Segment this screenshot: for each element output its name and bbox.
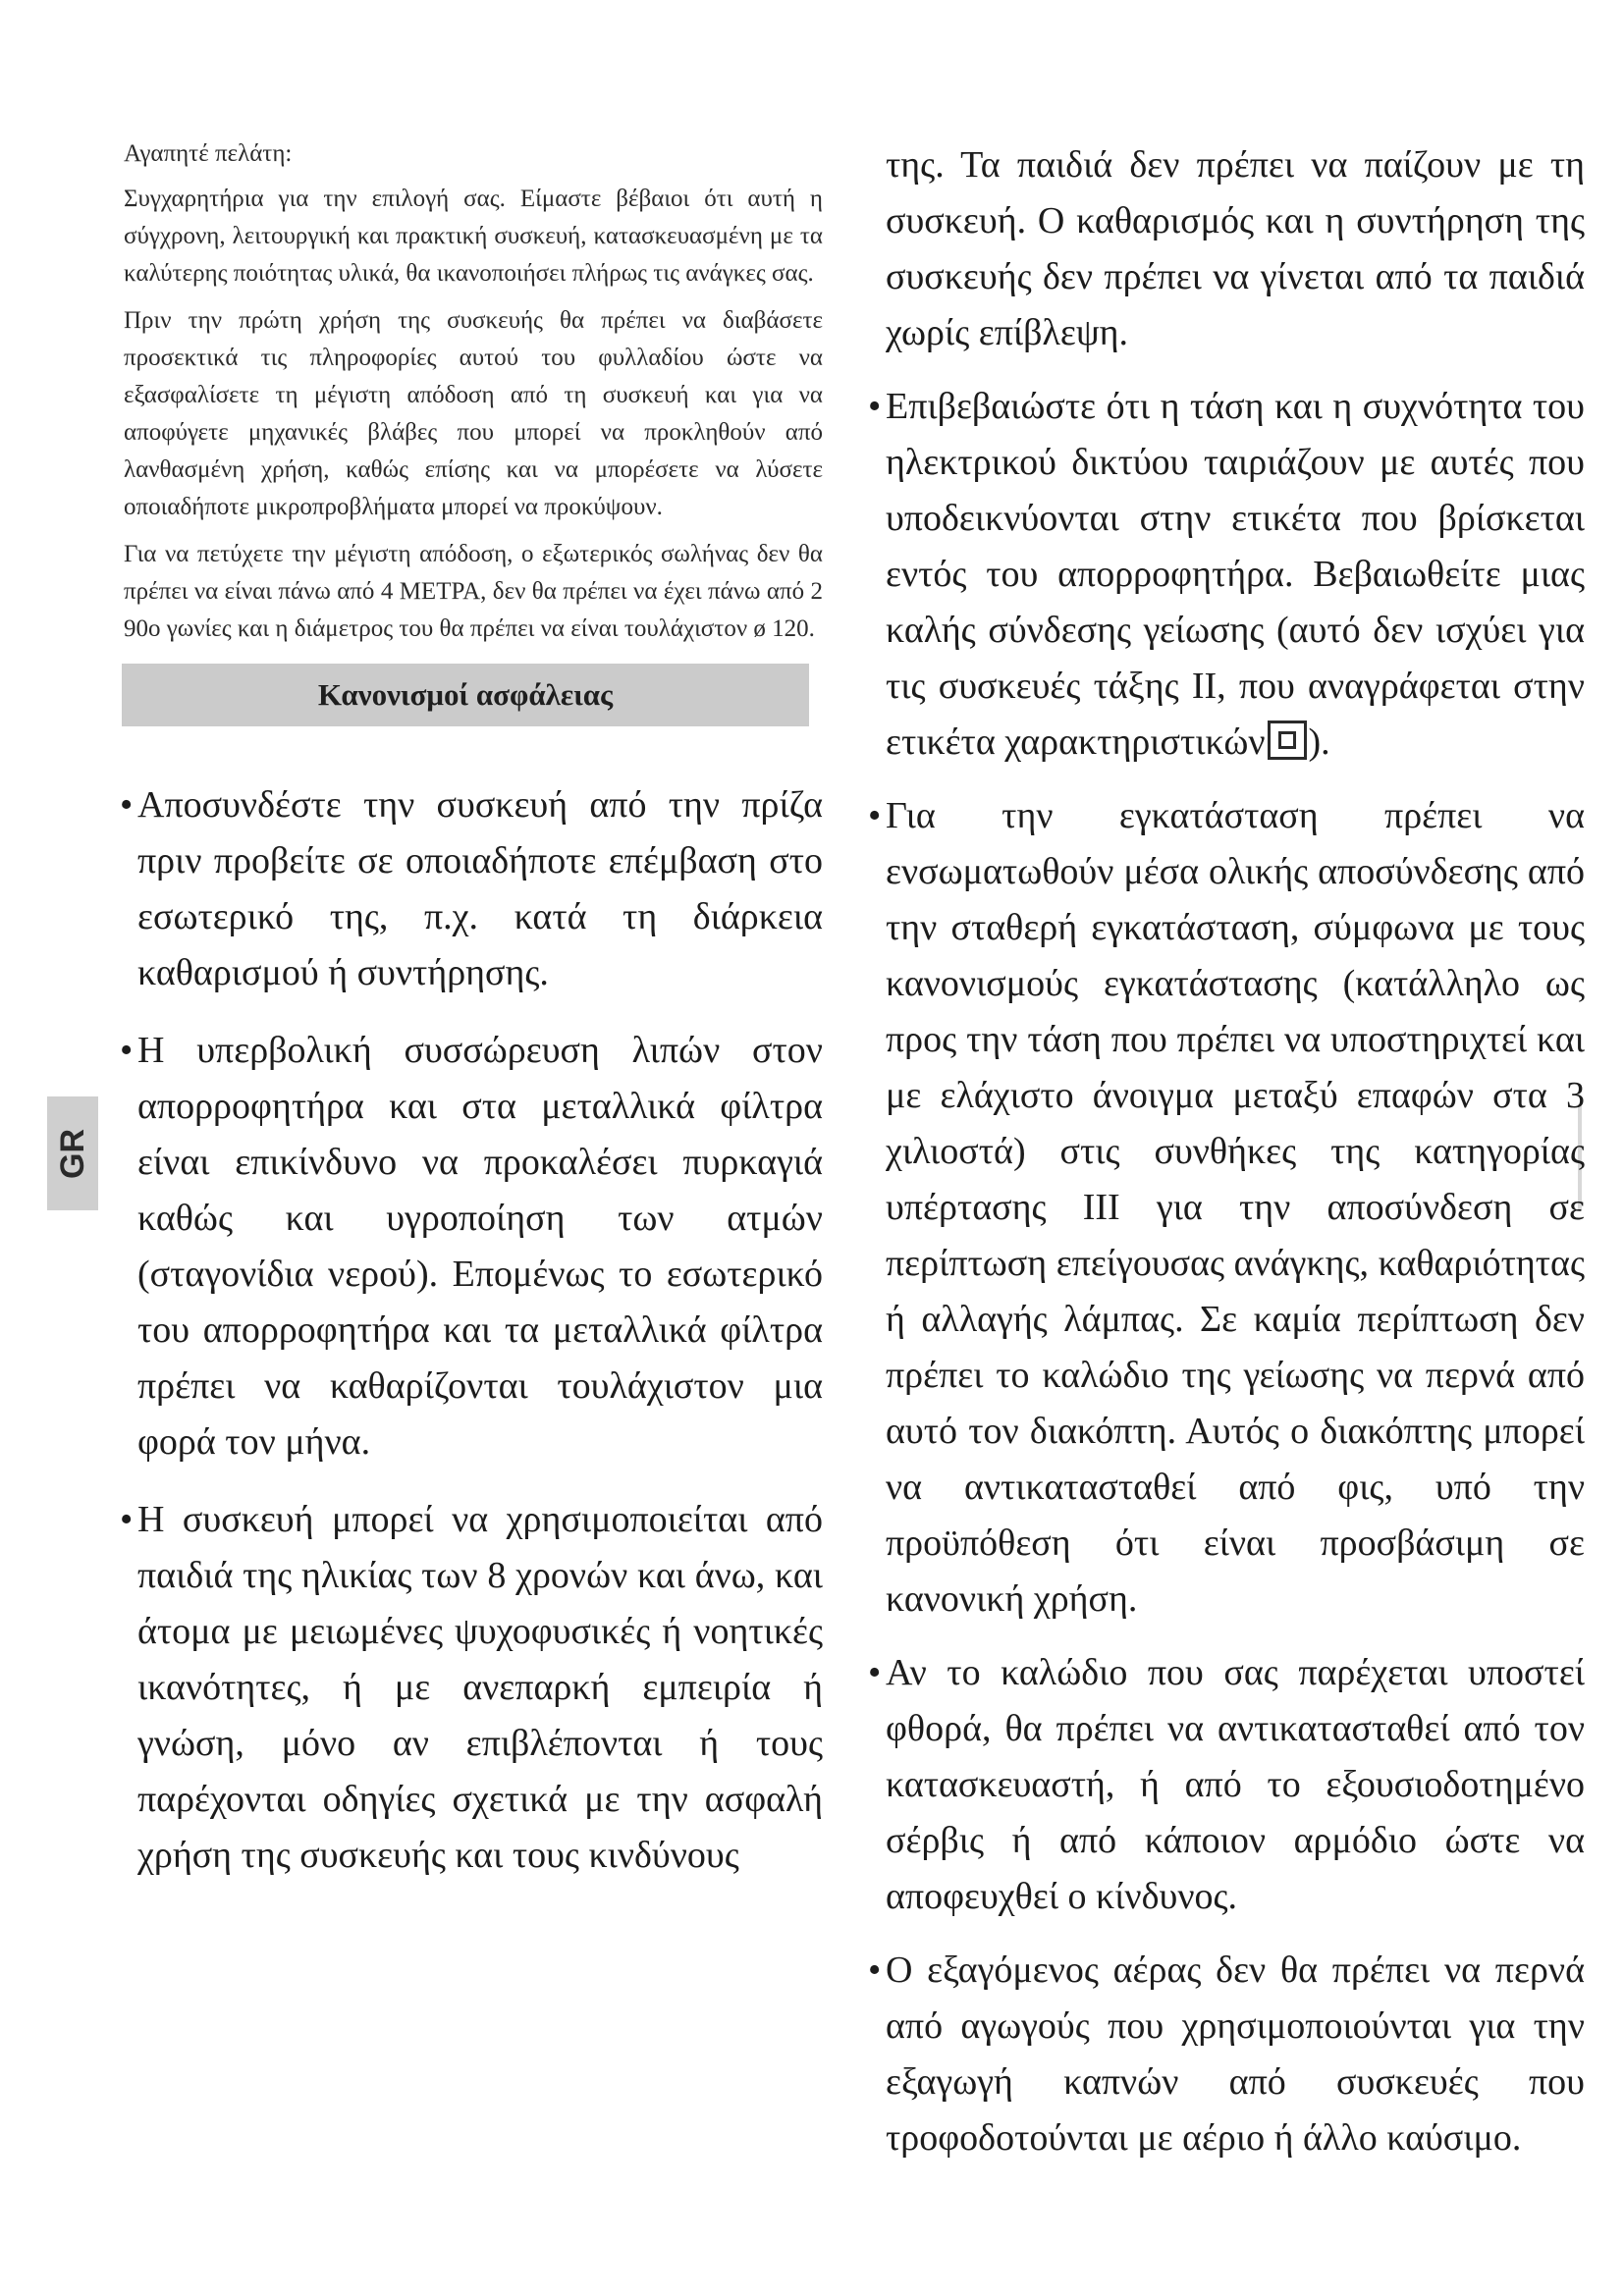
bullet-mark: • <box>120 1030 134 1071</box>
safety-item <box>868 1645 1585 1925</box>
safety-item <box>868 379 1585 771</box>
safety-item <box>120 1492 823 1884</box>
intro-paragraph: Για να πετύχετε την μέγιστη απόδοση, ο εξωτερικός σωλήνας δεν θα πρέπει να είναι πάνω από 4 ΜΕΤΡΑ, δεν θα πρέπει να έχει πάνω από 2 90ο γωνίες και η διάμετρος του θα πρέπει να είναι τουλάχιστον ø 120. <box>124 541 823 642</box>
language-tab <box>47 1096 98 1210</box>
safety-item-text: Η συσκευή μπορεί να χρησιμοποιείται από παιδιά της ηλικίας των 8 χρονών και άνω, και άτομα με μειωμένες ψυχοφυσικές ή νοητικές ικανότητες, ή με ανεπαρκή εμπειρία ή γνώση, μόνο αν επιβλέπονται ή τους παρέχονται οδηγίες σχετικά με την ασφαλή χρήση της συσκευής και τους κινδύνους <box>137 1499 823 1876</box>
safety-item-text: Επιβεβαιώστε ότι η τάση και η συχνότητα του ηλεκτρικού δικτύου ταιριάζουν με αυτές που υποδεικνύονται στην ετικέτα που βρίσκεται εντός του απορροφητήρα. Βεβαιωθείτε μιας καλής σύνδεσης γείωσης (αυτό δεν ισχύει για τις συσκευές τάξης ΙΙ, που αναγράφεται στην ετικέτα χαρακτηριστικών <box>886 386 1585 763</box>
safety-item-text-end: ). <box>1308 721 1330 763</box>
bullet-mark: • <box>868 386 882 427</box>
safety-item-text: Για την εγκατάσταση πρέπει να ενσωματωθούν μέσα ολικής αποσύνδεσης από την σταθερή εγκατάσταση, σύμφωνα με τους κανονισμούς εγκατάστασης (κατάλληλο ως προς την τάση που πρέπει να υποστηριχτεί και με ελάχιστο άνοιγμα μεταξύ επαφών στα 3 χιλιοστά) στις συνθήκες της κατηγορίας υπέρτασης ΙΙΙ για την αποσύνδεση σε περίπτωση επείγουσας ανάγκης, καθαριότητας ή αλλαγής λάμπας. Σε καμία περίπτωση δεν πρέπει το καλώδιο της γείωσης να περνά από αυτό τον διακόπτη. Αυτός ο διακόπτης μπορεί να αντικατασταθεί από φις, υπό την προϋπόθεση ότι είναι προσβάσιμη σε κανονική χρήση. <box>886 795 1585 1620</box>
safety-item-text: Αν το καλώδιο που σας παρέχεται υποστεί φθορά, θα πρέπει να αντικατασταθεί από τον κατασκευαστή, ή από το εξουσιοδοτημένο σέρβις ή από κάποιον αρμόδιο ώστε να αποφευχθεί ο κίνδυνος. <box>886 1652 1585 1917</box>
continued-text: της. Τα παιδιά δεν πρέπει να παίζουν με τη συσκευή. Ο καθαρισμός και η συντήρηση της συσκευής δεν πρέπει να γίνεται από τα παιδιά χωρίς επίβλεψη. <box>886 144 1585 353</box>
intro-paragraph: Συγχαρητήρια για την επιλογή σας. Είμαστε βέβαιοι ότι αυτή η σύγχρονη, λειτουργική και πρακτική συσκευή, κατασκευασμένη με τα καλύτερης ποιότητας υλικά, θα ικανοποιήσει πλήρως τις ανάγκες σας. <box>124 186 823 287</box>
bullet-mark: • <box>120 1499 134 1540</box>
safety-list-left <box>120 777 823 1884</box>
bullet-mark: • <box>868 1652 882 1693</box>
bullet-mark: • <box>868 1949 882 1991</box>
safety-item <box>120 777 823 1001</box>
safety-item <box>868 1943 1585 2166</box>
left-column <box>120 135 823 1905</box>
safety-item-text: Ο εξαγόμενος αέρας δεν θα πρέπει να περνά από αγωγούς που χρησιμοποιούνται για την εξαγωγή καπνών από συσκευές που τροφοδοτούνται με αέριο ή άλλο καύσιμο. <box>886 1949 1585 2159</box>
class-ii-double-insulation-icon <box>1268 721 1307 760</box>
safety-item <box>868 788 1585 1628</box>
greeting: Αγαπητέ πελάτη: <box>124 140 293 167</box>
safety-list-right <box>868 379 1585 2166</box>
section-heading: Κανονισμοί ασφάλειας <box>122 664 809 726</box>
bullet-mark: • <box>868 795 882 836</box>
bullet-mark: • <box>120 784 134 826</box>
right-column <box>868 137 1585 2184</box>
safety-item-text: Αποσυνδέστε την συσκευή από την πρίζα πριν προβείτε σε οποιαδήποτε επέμβαση στο εσωτερικό της, π.χ. κατά τη διάρκεια καθαρισμού ή συντήρησης. <box>137 784 823 993</box>
language-tab-label: GR <box>53 1128 91 1179</box>
safety-item <box>120 1023 823 1470</box>
intro-paragraph: Πριν την πρώτη χρήση της συσκευής θα πρέπει να διαβάσετε προσεκτικά τις πληροφορίες αυτού του φυλλαδίου ώστε να εξασφαλίσετε τη μέγιστη απόδοση από τη συσκευή και για να αποφύγετε μηχανικές βλάβες που μπορεί να προκληθούν από λανθασμένη χρήση, καθώς επίσης και να μπορέσετε να λύσετε οποιαδήποτε μικροπροβλήματα μπορεί να προκύψουν. <box>124 307 823 520</box>
safety-item-text: Η υπερβολική συσσώρευση λιπών στον απορροφητήρα και στα μεταλλικά φίλτρα είναι επικίνδυνο να προκαλέσει πυρκαγιά καθώς και υγροποίηση των ατμών (σταγονίδια νερού). Επομένως το εσωτερικό του απορροφητήρα και τα μεταλλικά φίλτρα πρέπει να καθαρίζονται τουλάχιστον μια φορά τον μήνα. <box>137 1030 823 1463</box>
